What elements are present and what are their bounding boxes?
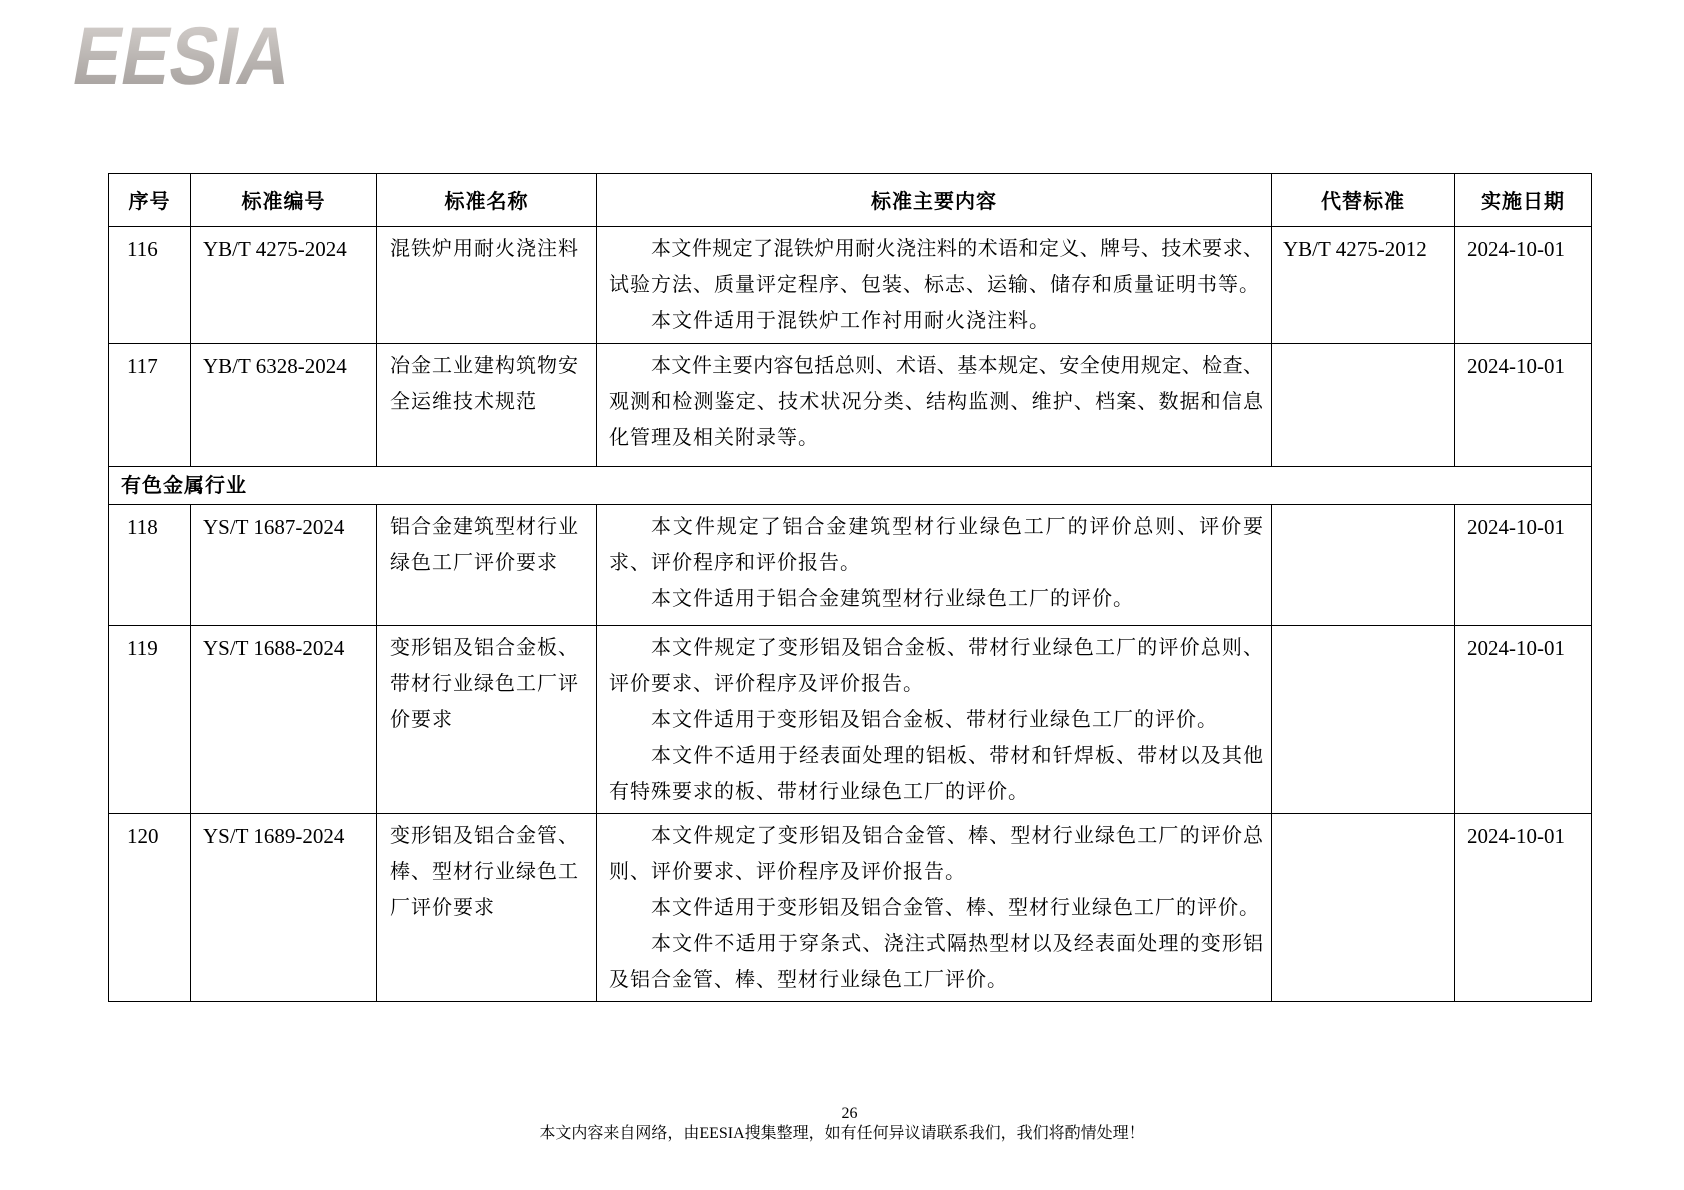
replaced-standard-cell — [1272, 814, 1455, 1002]
content-line: 求、评价程序和评价报告。 — [609, 552, 861, 574]
standards-table — [108, 173, 1592, 1002]
content-line: 则、评价要求、评价程序及评价报告。 — [609, 861, 966, 883]
standard-code-cell: YS/T 1688-2024 — [191, 626, 377, 814]
content-line: 观测和检测鉴定、技术状况分类、结构监测、维护、档案、数据和信息 — [609, 391, 1263, 413]
section-row — [109, 467, 1592, 505]
standard-code-cell: YB/T 6328-2024 — [191, 344, 377, 467]
content-line: 本文件不适用于穿条式、浇注式隔热型材以及经表面处理的变形铝 — [651, 933, 1263, 955]
content-line: 本文件规定了变形铝及铝合金板、带材行业绿色工厂的评价总则、 — [651, 637, 1263, 659]
serial-number-cell: 117 — [109, 344, 191, 467]
standard-code-cell: YB/T 4275-2024 — [191, 227, 377, 344]
content-line: 化管理及相关附录等。 — [609, 427, 819, 449]
content-line: 试验方法、质量评定程序、包装、标志、运输、储存和质量证明书等。 — [609, 274, 1260, 296]
implementation-date-cell: 2024-10-01 — [1455, 227, 1592, 344]
implementation-date-cell: 2024-10-01 — [1455, 626, 1592, 814]
replaced-standard-cell — [1272, 505, 1455, 626]
content-paragraph — [609, 890, 1263, 926]
table-row — [109, 626, 1592, 814]
table-row — [109, 344, 1592, 467]
content-line: 本文件适用于混铁炉工作衬用耐火浇注料。 — [651, 310, 1050, 332]
header-main-content: 标准主要内容 — [597, 174, 1272, 227]
standard-name-cell: 变形铝及铝合金板、带材行业绿色工厂评价要求 — [377, 626, 597, 814]
table-row — [109, 814, 1592, 1002]
replaced-standard-cell: YB/T 4275-2012 — [1272, 227, 1455, 344]
content-paragraph — [609, 630, 1263, 702]
content-paragraph — [609, 303, 1263, 339]
content-paragraph — [609, 738, 1263, 810]
table-row — [109, 227, 1592, 344]
main-content-cell — [597, 227, 1272, 344]
header-standard-code: 标准编号 — [191, 174, 377, 227]
content-line: 本文件规定了混铁炉用耐火浇注料的术语和定义、牌号、技术要求、 — [651, 238, 1263, 260]
serial-number-cell: 119 — [109, 626, 191, 814]
serial-number-cell: 118 — [109, 505, 191, 626]
main-content-cell — [597, 626, 1272, 814]
implementation-date-cell: 2024-10-01 — [1455, 505, 1592, 626]
content-paragraph — [609, 702, 1263, 738]
header-replaced-standard: 代替标准 — [1272, 174, 1455, 227]
eesia-logo: EESIA — [66, 11, 299, 102]
serial-number-cell: 116 — [109, 227, 191, 344]
standard-name-cell: 冶金工业建构筑物安全运维技术规范 — [377, 344, 597, 467]
standard-name-cell: 混铁炉用耐火浇注料 — [377, 227, 597, 344]
main-content-cell — [597, 344, 1272, 467]
standard-code-cell: YS/T 1689-2024 — [191, 814, 377, 1002]
content-paragraph — [609, 509, 1263, 581]
content-line: 评价要求、评价程序及评价报告。 — [609, 673, 924, 695]
implementation-date-cell: 2024-10-01 — [1455, 344, 1592, 467]
replaced-standard-cell — [1272, 344, 1455, 467]
content-paragraph — [609, 231, 1263, 303]
table-row — [109, 505, 1592, 626]
implementation-date-cell: 2024-10-01 — [1455, 814, 1592, 1002]
main-content-cell — [597, 505, 1272, 626]
serial-number-cell: 120 — [109, 814, 191, 1002]
section-label: 有色金属行业 — [109, 467, 1592, 505]
header-serial-number: 序号 — [109, 174, 191, 227]
content-line: 本文件规定了变形铝及铝合金管、棒、型材行业绿色工厂的评价总 — [651, 825, 1263, 847]
table-header — [109, 174, 1592, 227]
content-line: 本文件适用于变形铝及铝合金管、棒、型材行业绿色工厂的评价。 — [651, 897, 1260, 919]
header-implementation-date: 实施日期 — [1455, 174, 1592, 227]
standard-code-cell: YS/T 1687-2024 — [191, 505, 377, 626]
table-body — [109, 227, 1592, 1002]
content-paragraph — [609, 581, 1263, 617]
content-paragraph — [609, 818, 1263, 890]
content-line: 本文件主要内容包括总则、术语、基本规定、安全使用规定、检查、 — [651, 355, 1263, 377]
content-line: 本文件不适用于经表面处理的铝板、带材和钎焊板、带材以及其他 — [651, 745, 1263, 767]
content-line: 有特殊要求的板、带材行业绿色工厂的评价。 — [609, 781, 1029, 803]
standard-name-cell: 铝合金建筑型材行业绿色工厂评价要求 — [377, 505, 597, 626]
content-paragraph — [609, 348, 1263, 456]
footer-disclaimer: 本文内容来自网络，由EESIA搜集整理，如有任何异议请联系我们，我们将酌情处理！ — [539, 1125, 1145, 1142]
content-line: 本文件适用于铝合金建筑型材行业绿色工厂的评价。 — [651, 588, 1134, 610]
content-line: 及铝合金管、棒、型材行业绿色工厂评价。 — [609, 969, 1008, 991]
content-line: 本文件规定了铝合金建筑型材行业绿色工厂的评价总则、评价要 — [651, 516, 1263, 538]
header-standard-name: 标准名称 — [377, 174, 597, 227]
main-content-cell — [597, 814, 1272, 1002]
page-number: 26 — [841, 1105, 858, 1122]
content-line: 本文件适用于变形铝及铝合金板、带材行业绿色工厂的评价。 — [651, 709, 1218, 731]
standard-name-cell: 变形铝及铝合金管、棒、型材行业绿色工厂评价要求 — [377, 814, 597, 1002]
content-paragraph — [609, 926, 1263, 998]
replaced-standard-cell — [1272, 626, 1455, 814]
table-header-row — [109, 174, 1592, 227]
